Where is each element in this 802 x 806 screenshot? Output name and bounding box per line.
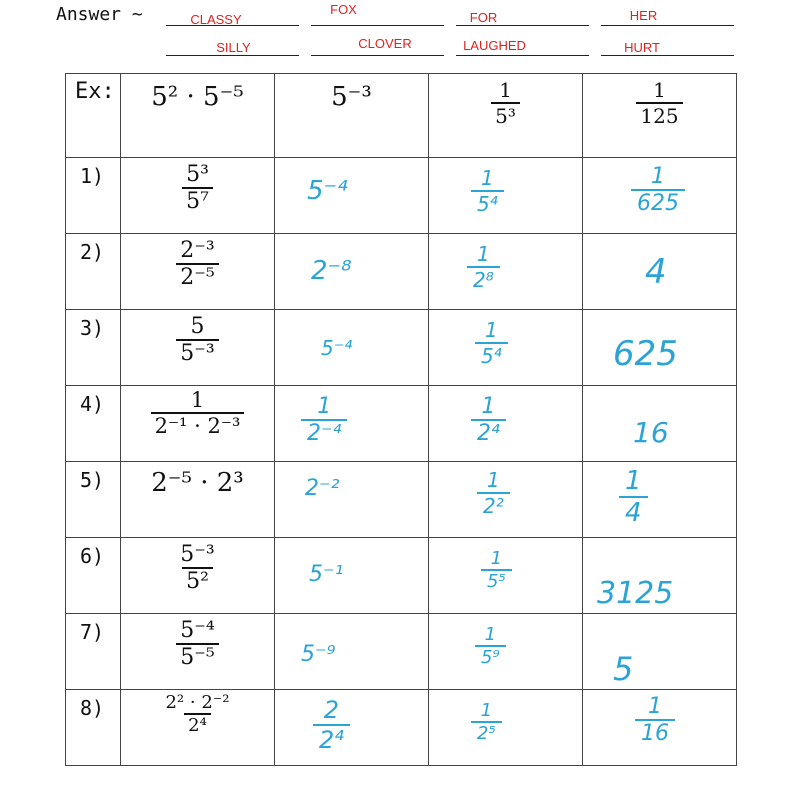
fraction-denominator: 2⁵ — [471, 721, 502, 744]
fraction-numerator: 1 — [190, 388, 205, 412]
fraction-denominator: 2⁴ — [471, 419, 506, 446]
fraction-numerator: 2⁻³ — [180, 238, 215, 263]
fraction-denominator: 5⁵ — [481, 569, 512, 592]
handwritten-answer: 5⁻⁴ — [307, 176, 348, 206]
fraction-denominator: 5² — [182, 567, 213, 594]
fraction-denominator: 2² — [477, 492, 510, 518]
answer-word: SILLY — [216, 40, 251, 55]
row-number: 3) — [80, 316, 105, 340]
row-number: 5) — [80, 468, 105, 492]
problem-fraction — [121, 238, 274, 290]
step3-cell — [583, 74, 737, 158]
fraction-numerator: 1 — [651, 164, 665, 189]
problem-fraction — [121, 692, 274, 736]
fraction-numerator: 1 — [487, 468, 500, 492]
handwritten-fraction — [619, 466, 648, 528]
handwritten-answer: 5 — [613, 650, 634, 688]
answer-blank-3 — [456, 25, 589, 26]
handwritten-fraction — [471, 394, 506, 446]
answer-word: LAUGHED — [463, 38, 526, 53]
step2-cell — [429, 74, 583, 158]
fraction-numerator: 1 — [648, 694, 662, 719]
fraction-denominator: 2⁻⁵ — [176, 263, 218, 290]
fraction-denominator: 5⁷ — [182, 187, 213, 214]
problem-fraction — [121, 314, 274, 366]
example-problem: 5² · 5⁻⁵ — [151, 82, 244, 112]
fraction-numerator: 2² · 2⁻² — [165, 692, 230, 713]
handwritten-fraction — [471, 166, 504, 216]
row-number: 4) — [80, 392, 105, 416]
answer-blank-2 — [311, 25, 444, 26]
fraction-numerator: 2 — [323, 696, 340, 724]
step1-cell — [275, 74, 429, 158]
problem-row — [66, 538, 737, 614]
handwritten-fraction — [631, 164, 685, 216]
problem-cell — [121, 74, 275, 158]
fraction-numerator: 1 — [484, 624, 497, 645]
row-number: 6) — [80, 544, 105, 568]
fraction-denominator: 125 — [636, 102, 682, 128]
answer-blank-6 — [311, 55, 444, 56]
handwritten-answer: 5⁻⁴ — [321, 336, 353, 360]
fraction-denominator: 5⁴ — [475, 342, 508, 368]
handwritten-fraction — [635, 694, 675, 746]
fraction-numerator: 1 — [480, 700, 493, 721]
row-number: 1) — [80, 164, 105, 188]
example-step3-fraction — [583, 78, 736, 128]
handwritten-fraction — [467, 242, 500, 292]
problem-row — [66, 386, 737, 462]
fraction-numerator: 1 — [490, 548, 503, 569]
answer-word: FOR — [469, 10, 498, 25]
handwritten-fraction — [471, 700, 502, 744]
handwritten-answer: 625 — [613, 334, 678, 374]
example-label: Ex: — [75, 79, 115, 104]
handwritten-answer: 4 — [645, 252, 667, 292]
row-number: 8) — [80, 696, 105, 720]
fraction-numerator: 5⁻³ — [180, 542, 215, 567]
answer-word: HURT — [624, 40, 660, 55]
answer-word: HER — [629, 8, 658, 23]
problem-expression: 2⁻⁵ · 2³ — [151, 468, 244, 498]
fraction-numerator: 1 — [317, 394, 332, 419]
problem-fraction — [121, 388, 274, 438]
fraction-denominator: 5⁴ — [471, 190, 504, 216]
handwritten-answer: 5⁻¹ — [309, 562, 344, 587]
answer-blank-5 — [166, 55, 299, 56]
problem-row — [66, 310, 737, 386]
fraction-numerator: 1 — [481, 166, 494, 190]
handwritten-fraction — [313, 696, 350, 754]
fraction-numerator: 1 — [653, 78, 666, 102]
fraction-denominator: 2⁴ — [184, 713, 211, 736]
handwritten-answer: 5⁻⁹ — [301, 642, 336, 667]
fraction-numerator: 1 — [499, 78, 512, 102]
answer-word: FOX — [330, 2, 357, 17]
row-number: 2) — [80, 240, 105, 264]
fraction-numerator: 1 — [625, 466, 642, 496]
problem-row — [66, 462, 737, 538]
row-label-cell — [66, 74, 121, 158]
handwritten-answer: 16 — [633, 416, 669, 449]
fraction-denominator: 16 — [635, 719, 675, 746]
answer-blank-8 — [601, 55, 734, 56]
fraction-denominator: 2⁸ — [467, 266, 500, 292]
handwritten-fraction — [475, 318, 508, 368]
fraction-denominator: 2⁴ — [313, 724, 350, 754]
fraction-numerator: 5³ — [186, 162, 209, 187]
fraction-denominator: 625 — [631, 189, 685, 216]
fraction-numerator: 5 — [190, 314, 205, 339]
fraction-numerator: 5⁻⁴ — [180, 618, 215, 643]
handwritten-fraction — [475, 624, 506, 668]
problem-row — [66, 158, 737, 234]
problem-fraction — [121, 542, 274, 594]
fraction-denominator: 4 — [619, 496, 648, 528]
problem-fraction — [121, 618, 274, 670]
answer-label: Answer ~ — [56, 4, 143, 25]
handwritten-answer: 3125 — [597, 576, 674, 611]
exponent-worksheet-table — [65, 73, 737, 766]
handwritten-answer: 2⁻² — [305, 476, 340, 501]
fraction-denominator: 5⁻⁵ — [176, 643, 218, 670]
problem-row — [66, 690, 737, 766]
fraction-denominator: 2⁻⁴ — [301, 419, 347, 446]
example-step2-fraction — [429, 78, 582, 128]
answer-blank-4 — [601, 25, 734, 26]
answer-blank-7 — [456, 55, 589, 56]
row-number: 7) — [80, 620, 105, 644]
fraction-denominator: 5⁻³ — [176, 339, 218, 366]
fraction-denominator: 5³ — [491, 102, 520, 128]
example-row — [66, 74, 737, 158]
fraction-denominator: 2⁻¹ · 2⁻³ — [151, 412, 245, 438]
problem-row — [66, 614, 737, 690]
fraction-denominator: 5⁹ — [475, 645, 506, 668]
problem-fraction — [121, 162, 274, 214]
handwritten-answer: 2⁻⁸ — [311, 256, 352, 286]
answer-word: CLASSY — [190, 12, 242, 27]
handwritten-fraction — [477, 468, 510, 518]
handwritten-fraction — [301, 394, 347, 446]
example-step1: 5⁻³ — [331, 82, 372, 112]
handwritten-fraction — [481, 548, 512, 592]
fraction-numerator: 1 — [481, 394, 496, 419]
fraction-numerator: 1 — [477, 242, 490, 266]
fraction-numerator: 1 — [485, 318, 498, 342]
answer-word: CLOVER — [358, 36, 412, 51]
problem-row — [66, 234, 737, 310]
